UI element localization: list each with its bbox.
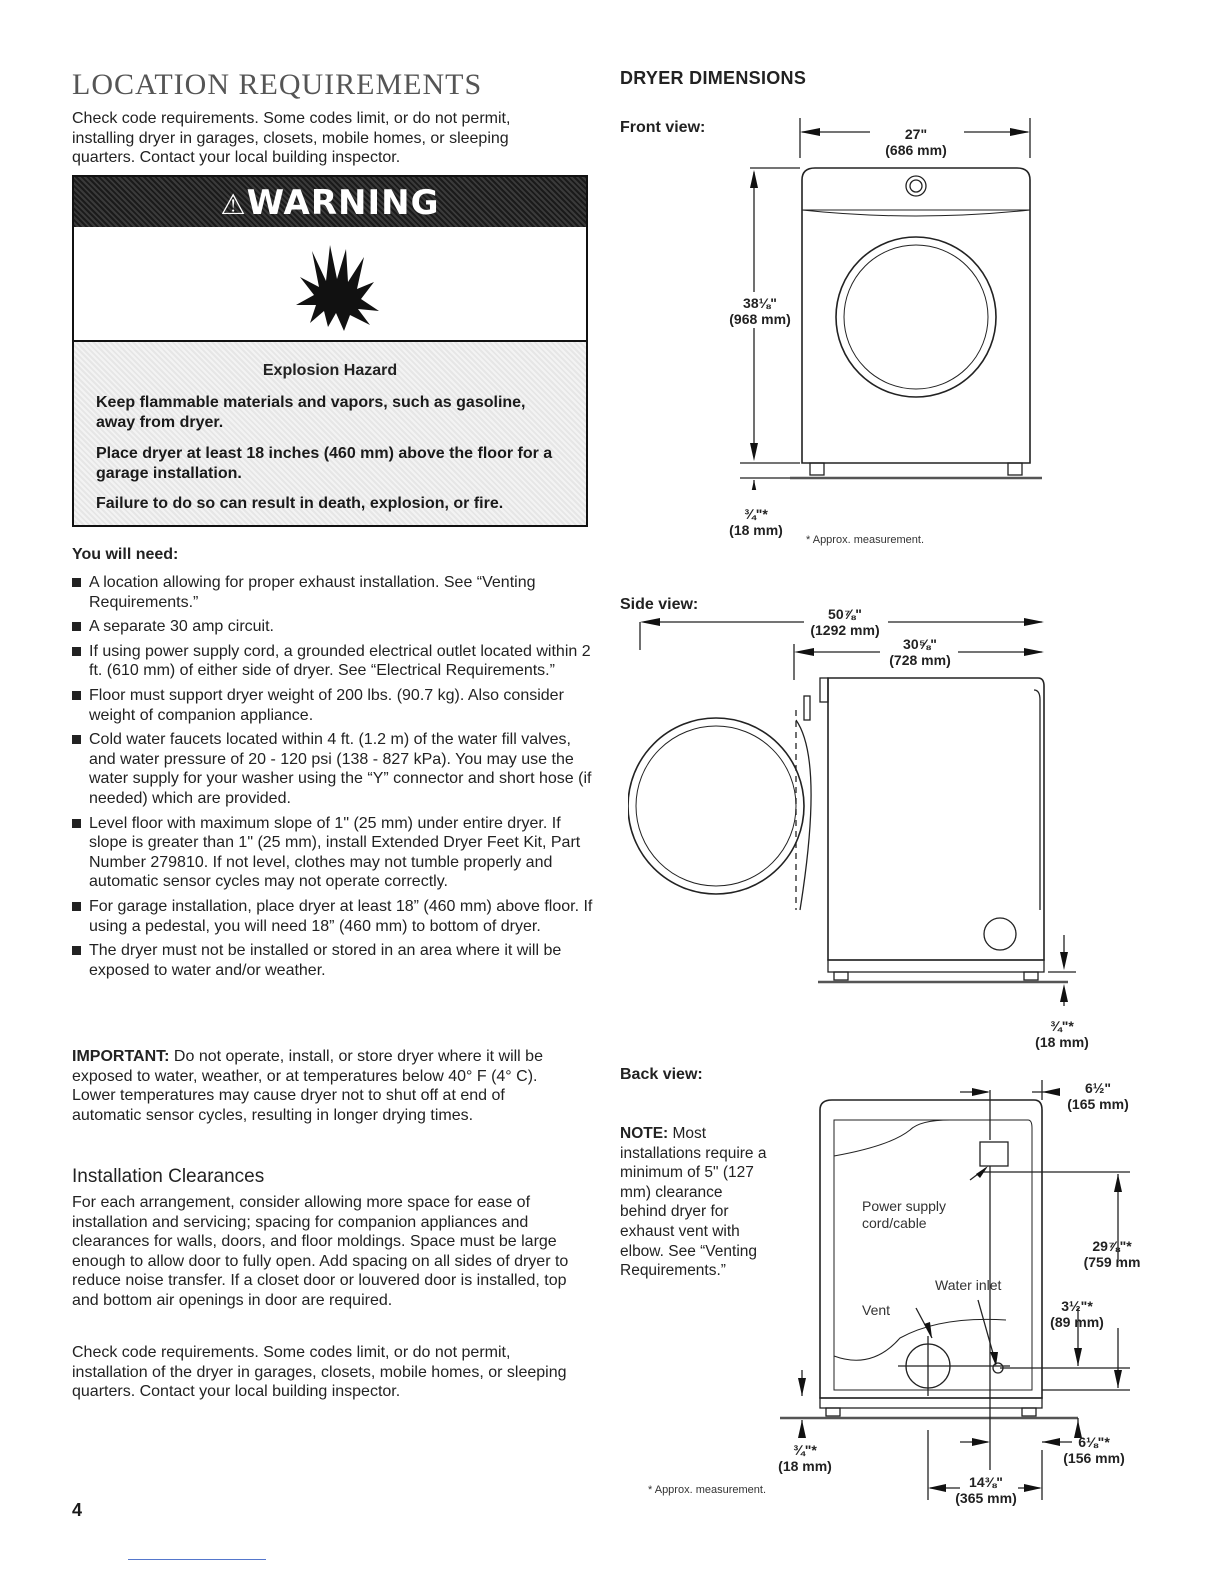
back-d2-label <box>1082 1238 1142 1270</box>
side-view-diagram <box>628 610 1078 1020</box>
dim-value: 6⅛"* <box>1078 1434 1110 1450</box>
dim-value: 50⅞" <box>828 606 862 622</box>
dim-value: 30⅝" <box>903 636 937 652</box>
dim-value: (686 mm) <box>885 142 947 158</box>
explosion-symbol-area <box>74 227 586 342</box>
list-item: Floor must support dryer weight of 200 lbs. (90.7 kg). Also consider weight of companion appliance. <box>72 686 600 725</box>
front-width-label <box>866 126 966 158</box>
warning-label: WARNING <box>246 183 440 223</box>
warning-line-3: Failure to do so can result in death, explosion, or fire. <box>96 495 504 512</box>
list-item: For garage installation, place dryer at least 18” (460 mm) above floor. If using a pedestal, you will need 18” (460 mm) to bottom of dryer. <box>72 897 600 936</box>
list-item: A location allowing for proper exhaust installation. See “Venting Requirements.” <box>72 573 600 612</box>
dim-value: (18 mm) <box>729 522 783 538</box>
dim-value: (968 mm) <box>729 311 791 327</box>
water-inlet-label: Water inlet <box>935 1277 1002 1293</box>
dim-value: 38⅛" <box>743 295 777 311</box>
front-height-label <box>722 295 798 327</box>
warning-line-1: Keep flammable materials and vapors, such as gasoline, away from dryer. <box>96 394 526 431</box>
list-item: Level floor with maximum slope of 1" (25 mm) under entire dryer. If slope is greater than 1" (25 mm), install Extended Dryer Feet Kit, Part Number 279810. If not level, clothes may not tumble properly and automatic sensor cycles may not operate correctly. <box>72 814 600 892</box>
important-label: IMPORTANT: <box>72 1048 170 1065</box>
page-title: LOCATION REQUIREMENTS <box>72 68 483 101</box>
needs-heading: You will need: <box>72 546 179 563</box>
dim-value: 6½" <box>1084 1080 1112 1096</box>
clearances-heading: Installation Clearances <box>72 1166 265 1187</box>
back-d5-label <box>944 1474 1028 1506</box>
back-approx-note: * Approx. measurement. <box>648 1484 767 1496</box>
hazard-title: Explosion Hazard <box>262 362 398 379</box>
side-view-label: Side view: <box>620 596 699 613</box>
list-item: If using power supply cord, a grounded electrical outlet located within 2 ft. (610 mm) of either side of dryer. See “Electrical Requirements.” <box>72 642 600 681</box>
explosion-icon <box>74 227 586 340</box>
dim-value: ¾"* <box>793 1442 817 1458</box>
footer-line <box>128 1559 266 1560</box>
vent-label: Vent <box>862 1302 891 1318</box>
list-item: Cold water faucets located within 4 ft. (1.2 m) of the water fill valves, and water pressure of 20 - 120 psi (138 - 827 kPa). You may use the water supply for your washer using the “Y” connector and short hose (if needed) which are provided. <box>72 730 600 808</box>
dim-value: (728 mm) <box>889 652 951 668</box>
list-item: A separate 30 amp circuit. <box>72 617 600 637</box>
dim-value: (156 mm) <box>1063 1450 1125 1466</box>
important-note <box>72 1047 572 1125</box>
dim-value: (1292 mm) <box>810 622 880 638</box>
side-feet-label <box>1028 1018 1096 1050</box>
dim-value: 29⅞"* <box>1092 1238 1132 1254</box>
side-total-depth-label <box>800 606 890 638</box>
clearances-para-1: For each arrangement, consider allowing more space for ease of installation and servicing; spacing for companion appliances and clearances for walls, doors, and floor moldings. Space must be large enough to allow door to fully open. Add spacing on all sides of dryer to reduce noise transfer. If a closet door or louvered door is installed, top and bottom air openings in door are required. <box>72 1194 569 1309</box>
back-view-label: Back view: <box>620 1066 703 1083</box>
power-supply-label: Power supply cord/cable <box>862 1198 947 1231</box>
note-text: Most installations require a minimum of 5" (127 mm) clearance behind dryer for exhaust vent with elbow. See “Venting Requirements.” <box>620 1125 767 1280</box>
dim-value: ¾"* <box>1050 1018 1074 1034</box>
needs-list <box>72 573 600 985</box>
back-d3-label <box>1044 1298 1110 1330</box>
dim-value: (18 mm) <box>1035 1034 1089 1050</box>
dim-value: (365 mm) <box>955 1490 1017 1506</box>
important-text: Do not operate, install, or store dryer where it will be exposed to water, weather, or at temperatures below 40° F (4° C). Lower temperatures may cause dryer not to shut off at end of automatic sensor cycles, resulting in longer drying times. <box>72 1048 543 1124</box>
warning-triangle-icon: ⚠ <box>220 188 247 221</box>
page-number: 4 <box>72 1500 83 1520</box>
warning-header <box>74 177 586 227</box>
back-note <box>620 1124 770 1281</box>
dim-value: ¾"* <box>744 506 768 522</box>
front-feet-label <box>720 506 792 538</box>
dim-value: (165 mm) <box>1067 1096 1129 1112</box>
back-d1-label <box>1060 1080 1136 1112</box>
dim-value: 27" <box>904 126 928 142</box>
intro-text: Check code requirements. Some codes limit, or do not permit, installing dryer in garages, closets, mobile homes, or sleeping quarters. Contact your local building inspector. <box>72 110 511 167</box>
dim-value: 14⅜" <box>969 1474 1003 1490</box>
side-body-depth-label <box>880 636 960 668</box>
dim-value: (18 mm) <box>778 1458 832 1474</box>
clearances-para-2: Check code requirements. Some codes limit, or do not permit, installation of the dryer in garages, closets, mobile homes, or sleeping quarters. Contact your local building inspector. <box>72 1344 567 1401</box>
warning-line-2: Place dryer at least 18 inches (460 mm) above the floor for a garage installation. <box>96 445 553 482</box>
note-label: NOTE: <box>620 1125 669 1142</box>
back-feet-label <box>770 1442 840 1474</box>
warning-body <box>74 342 586 525</box>
list-item: The dryer must not be installed or stored in an area where it will be exposed to water and/or weather. <box>72 941 600 980</box>
front-approx-note: * Approx. measurement. <box>806 534 925 546</box>
dim-value: 3½"* <box>1061 1298 1093 1314</box>
dim-value: (89 mm) <box>1050 1314 1104 1330</box>
back-d4-label <box>1056 1434 1132 1466</box>
dimensions-heading: DRYER DIMENSIONS <box>620 68 807 88</box>
dim-value: (759 mm <box>1083 1254 1141 1270</box>
front-view-label: Front view: <box>620 119 706 136</box>
